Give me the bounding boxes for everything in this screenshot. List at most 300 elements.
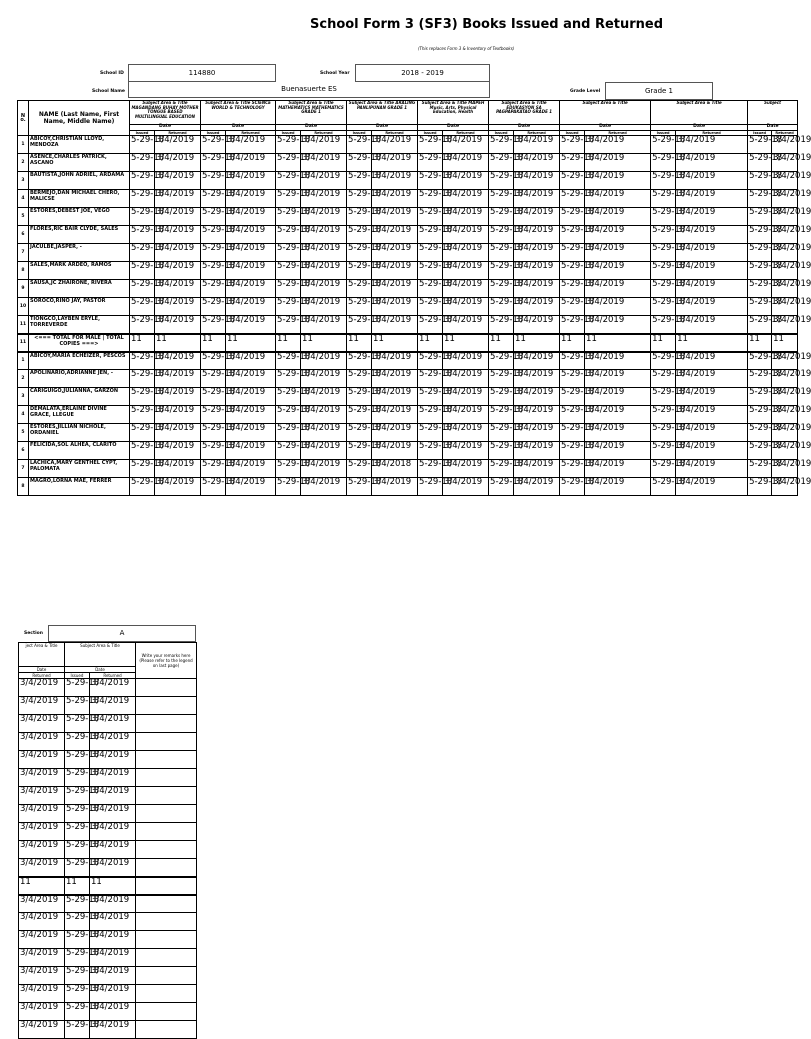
returned-date-cell[interactable]: 3/4/2019 bbox=[90, 751, 136, 769]
returned-date-cell[interactable]: 3/4/2019 bbox=[372, 298, 418, 316]
returned-date-cell[interactable]: 3/4/2019 bbox=[585, 388, 651, 406]
returned-date-cell[interactable]: 3/4/2019 bbox=[514, 424, 560, 442]
returned-date-cell[interactable]: 3/4/2019 bbox=[676, 172, 748, 190]
issued-date-cell[interactable]: 5-29-18 bbox=[65, 787, 90, 805]
issued-date-cell[interactable]: 5-29-18 bbox=[418, 388, 443, 406]
issued-date-cell[interactable]: 5-29-18 bbox=[418, 406, 443, 424]
issued-date-cell[interactable]: 5-29-18 bbox=[489, 316, 514, 334]
returned-date-cell[interactable]: 3/4/2019 bbox=[676, 370, 748, 388]
returned-date-cell[interactable]: 3/4/2019 bbox=[585, 280, 651, 298]
issued-date-cell[interactable]: 5-29-18 bbox=[651, 280, 676, 298]
returned-date-cell[interactable]: 3/4/2019 bbox=[372, 478, 418, 496]
issued-date-cell[interactable]: 5-29-18 bbox=[489, 424, 514, 442]
returned-date-cell[interactable]: 3/4/2019 bbox=[585, 226, 651, 244]
returned-date-cell[interactable]: 3/4/2019 bbox=[585, 424, 651, 442]
returned-date-cell[interactable]: 3/4/2019 bbox=[226, 154, 276, 172]
remarks-cell[interactable] bbox=[136, 967, 197, 985]
returned-date-cell[interactable]: 3/4/2019 bbox=[226, 244, 276, 262]
returned-date-cell[interactable]: 3/4/2019 bbox=[585, 406, 651, 424]
returned-date-cell[interactable]: 3/4/2019 bbox=[226, 370, 276, 388]
returned-date-cell[interactable]: 3/4/2019 bbox=[772, 244, 798, 262]
returned-date-cell[interactable]: 3/4/2019 bbox=[514, 460, 560, 478]
issued-date-cell[interactable]: 5-29-18 bbox=[276, 280, 301, 298]
returned-date-cell[interactable]: 3/4/2019 bbox=[372, 388, 418, 406]
returned-date-cell[interactable]: 3/4/2019 bbox=[226, 280, 276, 298]
returned-date-cell[interactable]: 3/4/2019 bbox=[90, 967, 136, 985]
returned-date-cell[interactable]: 3/4/2019 bbox=[90, 769, 136, 787]
issued-date-cell[interactable]: 5-29-18 bbox=[130, 352, 155, 370]
remarks-cell[interactable] bbox=[136, 769, 197, 787]
issued-date-cell[interactable]: 5-29-18 bbox=[347, 424, 372, 442]
returned-date-cell[interactable]: 3/4/2019 bbox=[772, 316, 798, 334]
issued-date-cell[interactable]: 5-29-18 bbox=[130, 442, 155, 460]
issued-date-cell[interactable]: 5-29-18 bbox=[65, 967, 90, 985]
issued-date-cell[interactable]: 5-29-18 bbox=[651, 244, 676, 262]
issued-date-cell[interactable]: 5-29-18 bbox=[347, 280, 372, 298]
issued-date-cell[interactable]: 5-29-18 bbox=[201, 442, 226, 460]
issued-date-cell[interactable]: 5-29-18 bbox=[130, 424, 155, 442]
issued-date-cell[interactable]: 5-29-18 bbox=[65, 679, 90, 697]
issued-date-cell[interactable]: 5-29-18 bbox=[748, 190, 772, 208]
issued-date-cell[interactable]: 5-29-18 bbox=[65, 1003, 90, 1021]
remarks-cell[interactable] bbox=[136, 751, 197, 769]
returned-date-cell[interactable]: 3/4/2019 bbox=[443, 208, 489, 226]
returned-date-cell[interactable]: 3/4/2019 bbox=[514, 388, 560, 406]
issued-date-cell[interactable]: 5-29-18 bbox=[130, 280, 155, 298]
remarks-cell[interactable] bbox=[136, 859, 197, 877]
returned-date-cell[interactable]: 3/4/2019 bbox=[676, 226, 748, 244]
remarks-cell[interactable] bbox=[136, 895, 197, 913]
remarks-cell[interactable] bbox=[136, 931, 197, 949]
issued-date-cell[interactable]: 5-29-18 bbox=[651, 370, 676, 388]
issued-date-cell[interactable]: 5-29-18 bbox=[418, 154, 443, 172]
returned-date-cell[interactable]: 3/4/2019 bbox=[155, 352, 201, 370]
returned-date-cell[interactable]: 3/4/2019 bbox=[301, 262, 347, 280]
issued-date-cell[interactable]: 5-29-18 bbox=[489, 226, 514, 244]
issued-date-cell[interactable]: 5-29-18 bbox=[65, 769, 90, 787]
returned-date-cell[interactable]: 3/4/2019 bbox=[226, 352, 276, 370]
issued-date-cell[interactable]: 5-29-18 bbox=[418, 370, 443, 388]
returned-date-cell[interactable]: 3/4/2019 bbox=[443, 154, 489, 172]
returned-date-cell[interactable]: 3/4/2019 bbox=[676, 298, 748, 316]
returned-date-cell[interactable]: 3/4/2019 bbox=[155, 280, 201, 298]
returned-date-cell[interactable]: 3/4/2019 bbox=[585, 262, 651, 280]
issued-date-cell[interactable]: 5-29-18 bbox=[748, 352, 772, 370]
returned-date-cell[interactable]: 3/4/2019 bbox=[772, 442, 798, 460]
returned-date-cell[interactable]: 3/4/2019 bbox=[19, 823, 65, 841]
returned-date-cell[interactable]: 3/4/2019 bbox=[90, 823, 136, 841]
returned-date-cell[interactable]: 3/4/2019 bbox=[676, 190, 748, 208]
issued-date-cell[interactable]: 5-29-18 bbox=[418, 190, 443, 208]
issued-date-cell[interactable]: 5-29-18 bbox=[560, 406, 585, 424]
remarks-cell[interactable] bbox=[136, 1021, 197, 1039]
returned-date-cell[interactable]: 3/4/2019 bbox=[155, 226, 201, 244]
returned-date-cell[interactable]: 3/4/2019 bbox=[226, 316, 276, 334]
returned-date-cell[interactable]: 3/4/2019 bbox=[514, 442, 560, 460]
returned-date-cell[interactable]: 3/4/2019 bbox=[585, 298, 651, 316]
issued-date-cell[interactable]: 5-29-18 bbox=[201, 172, 226, 190]
issued-date-cell[interactable]: 5-29-18 bbox=[201, 478, 226, 496]
issued-date-cell[interactable]: 5-29-18 bbox=[489, 298, 514, 316]
issued-date-cell[interactable]: 5-29-18 bbox=[651, 406, 676, 424]
remarks-cell[interactable] bbox=[136, 697, 197, 715]
returned-date-cell[interactable]: 3/4/2019 bbox=[301, 136, 347, 154]
returned-date-cell[interactable]: 3/4/2019 bbox=[443, 316, 489, 334]
returned-date-cell[interactable]: 3/4/2019 bbox=[226, 406, 276, 424]
returned-date-cell[interactable]: 3/4/2019 bbox=[772, 226, 798, 244]
issued-date-cell[interactable]: 5-29-18 bbox=[201, 460, 226, 478]
returned-date-cell[interactable]: 3/4/2019 bbox=[676, 154, 748, 172]
grade-level-field[interactable]: Grade 1 bbox=[605, 82, 713, 100]
issued-date-cell[interactable]: 5-29-18 bbox=[418, 172, 443, 190]
returned-date-cell[interactable]: 3/4/2019 bbox=[226, 190, 276, 208]
returned-date-cell[interactable]: 3/4/2019 bbox=[301, 370, 347, 388]
issued-date-cell[interactable]: 5-29-18 bbox=[130, 136, 155, 154]
returned-date-cell[interactable]: 3/4/2019 bbox=[301, 280, 347, 298]
returned-date-cell[interactable]: 3/4/2019 bbox=[226, 136, 276, 154]
issued-date-cell[interactable]: 5-29-18 bbox=[276, 424, 301, 442]
returned-date-cell[interactable]: 3/4/2019 bbox=[90, 931, 136, 949]
remarks-cell[interactable] bbox=[136, 949, 197, 967]
returned-date-cell[interactable]: 3/4/2019 bbox=[676, 262, 748, 280]
issued-date-cell[interactable]: 5-29-18 bbox=[347, 442, 372, 460]
returned-date-cell[interactable]: 3/4/2019 bbox=[443, 190, 489, 208]
returned-date-cell[interactable]: 3/4/2019 bbox=[90, 805, 136, 823]
issued-date-cell[interactable]: 5-29-18 bbox=[489, 172, 514, 190]
returned-date-cell[interactable]: 3/4/2019 bbox=[443, 424, 489, 442]
issued-date-cell[interactable]: 5-29-18 bbox=[560, 154, 585, 172]
issued-date-cell[interactable]: 5-29-18 bbox=[748, 244, 772, 262]
issued-date-cell[interactable]: 5-29-18 bbox=[418, 424, 443, 442]
returned-date-cell[interactable]: 3/4/2019 bbox=[676, 136, 748, 154]
returned-date-cell[interactable]: 3/4/2019 bbox=[19, 715, 65, 733]
returned-date-cell[interactable]: 3/4/2019 bbox=[676, 208, 748, 226]
issued-date-cell[interactable]: 5-29-18 bbox=[65, 859, 90, 877]
issued-date-cell[interactable]: 5-29-18 bbox=[65, 895, 90, 913]
returned-date-cell[interactable]: 3/4/2019 bbox=[155, 298, 201, 316]
returned-date-cell[interactable]: 3/4/2019 bbox=[514, 352, 560, 370]
returned-date-cell[interactable]: 3/4/2019 bbox=[226, 262, 276, 280]
issued-date-cell[interactable]: 5-29-18 bbox=[560, 478, 585, 496]
returned-date-cell[interactable]: 3/4/2019 bbox=[772, 172, 798, 190]
returned-date-cell[interactable]: 3/4/2019 bbox=[372, 406, 418, 424]
issued-date-cell[interactable]: 5-29-18 bbox=[560, 370, 585, 388]
issued-date-cell[interactable]: 5-29-18 bbox=[651, 154, 676, 172]
issued-date-cell[interactable]: 5-29-18 bbox=[276, 352, 301, 370]
returned-date-cell[interactable]: 3/4/2019 bbox=[443, 406, 489, 424]
returned-date-cell[interactable]: 3/4/2019 bbox=[443, 460, 489, 478]
issued-date-cell[interactable]: 5-29-18 bbox=[651, 442, 676, 460]
issued-date-cell[interactable]: 5-29-18 bbox=[276, 244, 301, 262]
returned-date-cell[interactable]: 3/4/2019 bbox=[772, 136, 798, 154]
issued-date-cell[interactable]: 5-29-18 bbox=[651, 208, 676, 226]
returned-date-cell[interactable]: 3/4/2019 bbox=[301, 406, 347, 424]
issued-date-cell[interactable]: 5-29-18 bbox=[489, 244, 514, 262]
returned-date-cell[interactable]: 3/4/2019 bbox=[19, 697, 65, 715]
issued-date-cell[interactable]: 5-29-18 bbox=[201, 370, 226, 388]
issued-date-cell[interactable]: 5-29-18 bbox=[748, 208, 772, 226]
returned-date-cell[interactable]: 3/4/2019 bbox=[155, 262, 201, 280]
returned-date-cell[interactable]: 3/4/2019 bbox=[514, 280, 560, 298]
returned-date-cell[interactable]: 3/4/2019 bbox=[772, 460, 798, 478]
returned-date-cell[interactable]: 3/4/2019 bbox=[90, 1021, 136, 1039]
returned-date-cell[interactable]: 3/4/2019 bbox=[226, 442, 276, 460]
returned-date-cell[interactable]: 3/4/2019 bbox=[19, 769, 65, 787]
returned-date-cell[interactable]: 3/4/2019 bbox=[772, 280, 798, 298]
issued-date-cell[interactable]: 5-29-18 bbox=[651, 316, 676, 334]
issued-date-cell[interactable]: 5-29-18 bbox=[201, 262, 226, 280]
returned-date-cell[interactable]: 3/4/2019 bbox=[372, 280, 418, 298]
returned-date-cell[interactable]: 3/4/2019 bbox=[772, 406, 798, 424]
returned-date-cell[interactable]: 3/4/2019 bbox=[301, 190, 347, 208]
returned-date-cell[interactable]: 3/4/2019 bbox=[19, 841, 65, 859]
issued-date-cell[interactable]: 5-29-18 bbox=[560, 460, 585, 478]
returned-date-cell[interactable]: 3/4/2019 bbox=[19, 1021, 65, 1039]
returned-date-cell[interactable]: 3/4/2019 bbox=[443, 352, 489, 370]
issued-date-cell[interactable]: 5-29-18 bbox=[651, 388, 676, 406]
issued-date-cell[interactable]: 5-29-18 bbox=[418, 136, 443, 154]
returned-date-cell[interactable]: 3/4/2019 bbox=[372, 154, 418, 172]
issued-date-cell[interactable]: 5-29-18 bbox=[418, 316, 443, 334]
returned-date-cell[interactable]: 3/4/2019 bbox=[155, 208, 201, 226]
returned-date-cell[interactable]: 3/4/2019 bbox=[155, 442, 201, 460]
issued-date-cell[interactable]: 5-29-18 bbox=[65, 949, 90, 967]
returned-date-cell[interactable]: 3/4/2019 bbox=[155, 424, 201, 442]
issued-date-cell[interactable]: 5-29-18 bbox=[347, 262, 372, 280]
issued-date-cell[interactable]: 5-29-18 bbox=[347, 136, 372, 154]
issued-date-cell[interactable]: 5-29-18 bbox=[651, 190, 676, 208]
issued-date-cell[interactable]: 5-29-18 bbox=[201, 316, 226, 334]
returned-date-cell[interactable]: 3/4/2019 bbox=[372, 370, 418, 388]
issued-date-cell[interactable]: 5-29-18 bbox=[651, 460, 676, 478]
issued-date-cell[interactable]: 5-29-18 bbox=[347, 388, 372, 406]
issued-date-cell[interactable]: 5-29-18 bbox=[489, 406, 514, 424]
issued-date-cell[interactable]: 5-29-18 bbox=[489, 208, 514, 226]
returned-date-cell[interactable]: 3/4/2019 bbox=[226, 424, 276, 442]
returned-date-cell[interactable]: 3/4/2019 bbox=[585, 460, 651, 478]
issued-date-cell[interactable]: 5-29-18 bbox=[748, 280, 772, 298]
returned-date-cell[interactable]: 3/4/2019 bbox=[676, 424, 748, 442]
returned-date-cell[interactable]: 3/4/2019 bbox=[514, 136, 560, 154]
school-name-field[interactable]: Buenasuerte ES bbox=[128, 82, 490, 98]
issued-date-cell[interactable]: 5-29-18 bbox=[347, 226, 372, 244]
issued-date-cell[interactable]: 5-29-18 bbox=[560, 298, 585, 316]
issued-date-cell[interactable]: 5-29-18 bbox=[276, 208, 301, 226]
issued-date-cell[interactable]: 5-29-18 bbox=[748, 316, 772, 334]
issued-date-cell[interactable]: 5-29-18 bbox=[130, 190, 155, 208]
issued-date-cell[interactable]: 5-29-18 bbox=[489, 136, 514, 154]
returned-date-cell[interactable]: 3/4/2019 bbox=[155, 136, 201, 154]
issued-date-cell[interactable]: 5-29-18 bbox=[489, 190, 514, 208]
issued-date-cell[interactable]: 5-29-18 bbox=[276, 298, 301, 316]
remarks-cell[interactable] bbox=[136, 1003, 197, 1021]
returned-date-cell[interactable]: 3/4/2019 bbox=[443, 244, 489, 262]
issued-date-cell[interactable]: 5-29-18 bbox=[560, 172, 585, 190]
returned-date-cell[interactable]: 3/4/2019 bbox=[772, 478, 798, 496]
returned-date-cell[interactable]: 3/4/2019 bbox=[19, 913, 65, 931]
issued-date-cell[interactable]: 5-29-18 bbox=[560, 244, 585, 262]
returned-date-cell[interactable]: 3/4/2019 bbox=[772, 370, 798, 388]
returned-date-cell[interactable]: 3/4/2019 bbox=[19, 733, 65, 751]
returned-date-cell[interactable]: 3/4/2019 bbox=[301, 352, 347, 370]
issued-date-cell[interactable]: 5-29-18 bbox=[560, 190, 585, 208]
returned-date-cell[interactable]: 3/4/2019 bbox=[676, 244, 748, 262]
returned-date-cell[interactable]: 3/4/2019 bbox=[372, 316, 418, 334]
issued-date-cell[interactable]: 5-29-18 bbox=[418, 226, 443, 244]
issued-date-cell[interactable]: 5-29-18 bbox=[418, 280, 443, 298]
issued-date-cell[interactable]: 5-29-18 bbox=[748, 460, 772, 478]
returned-date-cell[interactable]: 3/4/2019 bbox=[155, 388, 201, 406]
returned-date-cell[interactable]: 3/4/2019 bbox=[676, 280, 748, 298]
returned-date-cell[interactable]: 3/4/2019 bbox=[372, 190, 418, 208]
returned-date-cell[interactable]: 3/4/2019 bbox=[514, 226, 560, 244]
issued-date-cell[interactable]: 5-29-18 bbox=[560, 226, 585, 244]
returned-date-cell[interactable]: 3/4/2019 bbox=[443, 280, 489, 298]
returned-date-cell[interactable]: 3/4/2019 bbox=[301, 172, 347, 190]
issued-date-cell[interactable]: 5-29-18 bbox=[418, 208, 443, 226]
returned-date-cell[interactable]: 3/4/2019 bbox=[19, 931, 65, 949]
section-field[interactable]: A bbox=[48, 625, 196, 642]
returned-date-cell[interactable]: 3/4/2019 bbox=[514, 154, 560, 172]
issued-date-cell[interactable]: 5-29-18 bbox=[276, 388, 301, 406]
remarks-cell[interactable] bbox=[136, 841, 197, 859]
issued-date-cell[interactable]: 5-29-18 bbox=[651, 478, 676, 496]
issued-date-cell[interactable]: 5-29-18 bbox=[748, 298, 772, 316]
returned-date-cell[interactable]: 3/4/2019 bbox=[372, 424, 418, 442]
issued-date-cell[interactable]: 5-29-18 bbox=[201, 298, 226, 316]
issued-date-cell[interactable]: 5-29-18 bbox=[276, 460, 301, 478]
returned-date-cell[interactable]: 3/4/2019 bbox=[19, 949, 65, 967]
issued-date-cell[interactable]: 5-29-18 bbox=[65, 1021, 90, 1039]
returned-date-cell[interactable]: 3/4/2019 bbox=[90, 679, 136, 697]
issued-date-cell[interactable]: 5-29-18 bbox=[65, 805, 90, 823]
issued-date-cell[interactable]: 5-29-18 bbox=[201, 136, 226, 154]
issued-date-cell[interactable]: 5-29-18 bbox=[65, 715, 90, 733]
returned-date-cell[interactable]: 3/4/2019 bbox=[585, 154, 651, 172]
issued-date-cell[interactable]: 5-29-18 bbox=[347, 190, 372, 208]
returned-date-cell[interactable]: 3/4/2019 bbox=[226, 298, 276, 316]
issued-date-cell[interactable]: 5-29-18 bbox=[201, 280, 226, 298]
issued-date-cell[interactable]: 5-29-18 bbox=[489, 370, 514, 388]
returned-date-cell[interactable]: 3/4/2019 bbox=[676, 388, 748, 406]
issued-date-cell[interactable]: 5-29-18 bbox=[489, 262, 514, 280]
remarks-cell[interactable] bbox=[136, 787, 197, 805]
issued-date-cell[interactable]: 5-29-18 bbox=[276, 154, 301, 172]
returned-date-cell[interactable]: 3/4/2019 bbox=[443, 262, 489, 280]
returned-date-cell[interactable]: 3/4/2019 bbox=[90, 859, 136, 877]
returned-date-cell[interactable]: 3/4/2019 bbox=[585, 136, 651, 154]
returned-date-cell[interactable]: 3/4/2019 bbox=[19, 751, 65, 769]
returned-date-cell[interactable]: 3/4/2019 bbox=[676, 352, 748, 370]
remarks-cell[interactable] bbox=[136, 715, 197, 733]
issued-date-cell[interactable]: 5-29-18 bbox=[65, 733, 90, 751]
issued-date-cell[interactable]: 5-29-18 bbox=[651, 172, 676, 190]
returned-date-cell[interactable]: 3/4/2019 bbox=[90, 697, 136, 715]
returned-date-cell[interactable]: 3/4/2019 bbox=[301, 424, 347, 442]
issued-date-cell[interactable]: 5-29-18 bbox=[748, 370, 772, 388]
issued-date-cell[interactable]: 5-29-18 bbox=[560, 208, 585, 226]
returned-date-cell[interactable]: 3/4/2019 bbox=[90, 895, 136, 913]
returned-date-cell[interactable]: 3/4/2019 bbox=[19, 859, 65, 877]
returned-date-cell[interactable]: 3/4/2019 bbox=[155, 172, 201, 190]
remarks-cell[interactable] bbox=[136, 823, 197, 841]
issued-date-cell[interactable]: 5-29-18 bbox=[560, 136, 585, 154]
returned-date-cell[interactable]: 3/4/2019 bbox=[19, 805, 65, 823]
returned-date-cell[interactable]: 3/4/2019 bbox=[514, 478, 560, 496]
issued-date-cell[interactable]: 5-29-18 bbox=[201, 244, 226, 262]
returned-date-cell[interactable]: 3/4/2019 bbox=[301, 208, 347, 226]
returned-date-cell[interactable]: 3/4/2019 bbox=[372, 208, 418, 226]
returned-date-cell[interactable]: 3/4/2019 bbox=[443, 388, 489, 406]
issued-date-cell[interactable]: 5-29-18 bbox=[748, 388, 772, 406]
remarks-cell[interactable] bbox=[136, 679, 197, 697]
returned-date-cell[interactable]: 3/4/2019 bbox=[155, 316, 201, 334]
returned-date-cell[interactable]: 3/4/2019 bbox=[301, 388, 347, 406]
returned-date-cell[interactable]: 3/4/2019 bbox=[372, 172, 418, 190]
issued-date-cell[interactable]: 5-29-18 bbox=[347, 478, 372, 496]
issued-date-cell[interactable]: 5-29-18 bbox=[65, 931, 90, 949]
issued-date-cell[interactable]: 5-29-18 bbox=[418, 478, 443, 496]
issued-date-cell[interactable]: 5-29-18 bbox=[748, 154, 772, 172]
issued-date-cell[interactable]: 5-29-18 bbox=[130, 226, 155, 244]
issued-date-cell[interactable]: 5-29-18 bbox=[65, 985, 90, 1003]
returned-date-cell[interactable]: 3/4/2019 bbox=[676, 442, 748, 460]
returned-date-cell[interactable]: 3/4/2019 bbox=[514, 172, 560, 190]
issued-date-cell[interactable]: 5-29-18 bbox=[651, 136, 676, 154]
returned-date-cell[interactable]: 3/4/2019 bbox=[372, 262, 418, 280]
issued-date-cell[interactable]: 5-29-18 bbox=[489, 352, 514, 370]
issued-date-cell[interactable]: 5-29-18 bbox=[65, 841, 90, 859]
issued-date-cell[interactable]: 5-29-18 bbox=[418, 460, 443, 478]
remarks-cell[interactable] bbox=[136, 913, 197, 931]
issued-date-cell[interactable]: 5-29-18 bbox=[560, 442, 585, 460]
returned-date-cell[interactable]: 3/4/2019 bbox=[676, 406, 748, 424]
issued-date-cell[interactable]: 5-29-18 bbox=[65, 913, 90, 931]
issued-date-cell[interactable]: 5-29-18 bbox=[489, 478, 514, 496]
returned-date-cell[interactable]: 3/4/2019 bbox=[443, 298, 489, 316]
issued-date-cell[interactable]: 5-29-18 bbox=[201, 388, 226, 406]
returned-date-cell[interactable]: 3/4/2019 bbox=[372, 442, 418, 460]
returned-date-cell[interactable]: 3/4/2019 bbox=[19, 985, 65, 1003]
returned-date-cell[interactable]: 3/4/2019 bbox=[301, 298, 347, 316]
issued-date-cell[interactable]: 5-29-18 bbox=[347, 370, 372, 388]
issued-date-cell[interactable]: 5-29-18 bbox=[347, 244, 372, 262]
returned-date-cell[interactable]: 3/4/2019 bbox=[514, 244, 560, 262]
returned-date-cell[interactable]: 3/4/2019 bbox=[90, 985, 136, 1003]
issued-date-cell[interactable]: 5-29-18 bbox=[651, 298, 676, 316]
returned-date-cell[interactable]: 3/4/2019 bbox=[585, 352, 651, 370]
returned-date-cell[interactable]: 3/4/2018 bbox=[372, 460, 418, 478]
returned-date-cell[interactable]: 3/4/2019 bbox=[90, 913, 136, 931]
issued-date-cell[interactable]: 5-29-18 bbox=[489, 460, 514, 478]
issued-date-cell[interactable]: 5-29-18 bbox=[130, 298, 155, 316]
issued-date-cell[interactable]: 5-29-18 bbox=[651, 352, 676, 370]
issued-date-cell[interactable]: 5-29-18 bbox=[489, 442, 514, 460]
returned-date-cell[interactable]: 3/4/2019 bbox=[676, 316, 748, 334]
issued-date-cell[interactable]: 5-29-18 bbox=[748, 136, 772, 154]
returned-date-cell[interactable]: 3/4/2019 bbox=[443, 478, 489, 496]
returned-date-cell[interactable]: 3/4/2019 bbox=[514, 406, 560, 424]
remarks-cell[interactable] bbox=[136, 733, 197, 751]
returned-date-cell[interactable]: 3/4/2019 bbox=[19, 1003, 65, 1021]
returned-date-cell[interactable]: 3/4/2019 bbox=[155, 244, 201, 262]
issued-date-cell[interactable]: 5-29-18 bbox=[347, 298, 372, 316]
returned-date-cell[interactable]: 3/4/2019 bbox=[772, 388, 798, 406]
returned-date-cell[interactable]: 3/4/2019 bbox=[226, 460, 276, 478]
returned-date-cell[interactable]: 3/4/2019 bbox=[772, 190, 798, 208]
school-year-field[interactable]: 2018 - 2019 bbox=[355, 64, 490, 82]
returned-date-cell[interactable]: 3/4/2019 bbox=[514, 316, 560, 334]
